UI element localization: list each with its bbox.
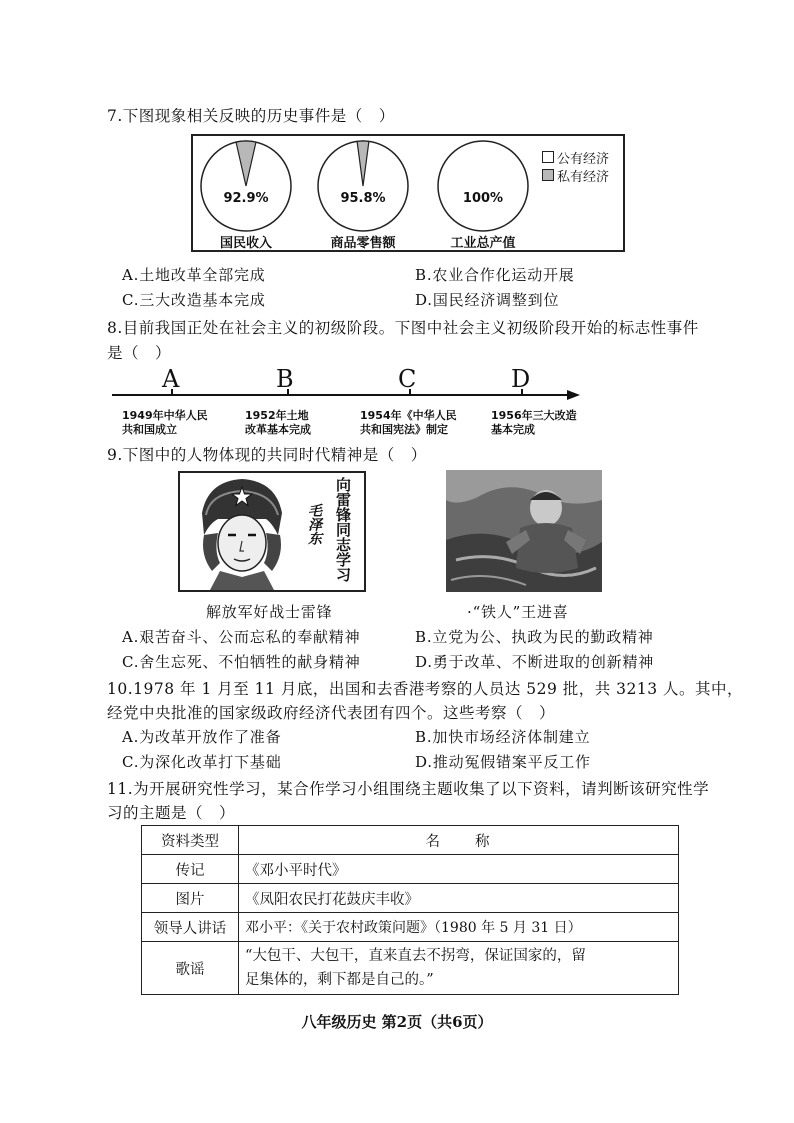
legend-item-public xyxy=(542,148,622,166)
legend-swatch-public xyxy=(542,151,554,163)
q9-option-b[interactable]: B.立党为公、执政为民的勤政精神 xyxy=(415,628,654,646)
q7-option-d[interactable]: D.国民经济调整到位 xyxy=(415,291,560,309)
table-cell-name xyxy=(239,942,679,995)
table-cell-name: 《邓小平时代》 xyxy=(239,855,679,884)
table-header-row xyxy=(142,826,679,855)
q7-option-c[interactable]: C.三大改造基本完成 xyxy=(122,291,266,309)
pie-label-3: 100% xyxy=(462,191,504,206)
timeline-event-c-line1: 1954年《中华人民 xyxy=(360,409,457,422)
pie-slice-public-3 xyxy=(438,141,528,231)
table-cell-type: 传记 xyxy=(142,855,239,884)
timeline-event-b xyxy=(245,409,311,437)
timeline-event-a-line2: 共和国成立 xyxy=(122,423,177,436)
calligraphy-inscription: 向雷锋同志学习 xyxy=(334,477,352,582)
q10-option-d[interactable]: D.推动冤假错案平反工作 xyxy=(415,753,591,771)
q8-stem-line2: 是（ ） xyxy=(107,344,172,362)
table-cell-type: 领导人讲话 xyxy=(142,913,239,942)
q9-option-d[interactable]: D.勇于改革、不断进取的创新精神 xyxy=(415,653,655,671)
q9-option-c[interactable]: C.舍生忘死、不怕牺牲的献身精神 xyxy=(122,653,361,671)
wang-jinxi-photo-drawing xyxy=(446,470,602,592)
timeline-event-d-line1: 1956年三大改造 xyxy=(491,409,577,422)
table-row xyxy=(142,942,679,995)
pie-category-3: 工业总产值 xyxy=(450,236,516,251)
table-cell-type: 歌谣 xyxy=(142,942,239,995)
table-row xyxy=(142,855,679,884)
pie-label-1: 92.9% xyxy=(223,191,269,206)
table-header-type: 资料类型 xyxy=(142,826,239,855)
timeline-letter-d: D xyxy=(511,365,531,393)
q10-stem-line2: 经党中央批准的国家级政府经济代表团有四个。这些考察（ ） xyxy=(107,704,556,722)
timeline-letter-a: A xyxy=(162,365,180,393)
pie-legend xyxy=(542,148,622,184)
table-cell-name-line1: “大包干、大包干，直来直去不拐弯，保证国家的，留 xyxy=(245,948,586,964)
q10-stem-line1: 10.1978 年 1 月至 11 月底，出国和去香港考察的人员达 529 批，共 3213 人。其中， xyxy=(107,680,744,698)
page-footer: 八年级历史 第2页（共6页） xyxy=(301,1013,493,1031)
q7-option-b[interactable]: B.农业合作化运动开展 xyxy=(415,266,575,284)
wang-jinxi-photo-image xyxy=(446,470,602,592)
timeline-letter-c: C xyxy=(398,365,417,393)
table-row xyxy=(142,884,679,913)
q7-option-a[interactable]: A.土地改革全部完成 xyxy=(122,266,266,284)
pie-label-2: 95.8% xyxy=(340,191,386,206)
pie-category-2: 商品零售额 xyxy=(330,236,396,251)
calligraphy-signature: 毛泽东 xyxy=(306,503,322,545)
q9-caption-lei-feng: 解放军好战士雷锋 xyxy=(206,603,333,621)
table-cell-name: 《凤阳农民打花鼓庆丰收》 xyxy=(239,884,679,913)
timeline-event-d xyxy=(491,409,577,437)
q7-pie-chart xyxy=(191,134,625,252)
q10-option-a[interactable]: A.为改革开放作了准备 xyxy=(122,728,282,746)
q11-stem-line1: 11.为开展研究性学习，某合作学习小组围绕主题收集了以下资料，请判断该研究性学 xyxy=(107,780,710,798)
legend-label-private: 私有经济 xyxy=(557,169,610,185)
table-cell-type: 图片 xyxy=(142,884,239,913)
table-cell-name: 邓小平：《关于农村政策问题》（1980 年 5 月 31 日） xyxy=(239,913,679,942)
q10-option-c[interactable]: C.为深化改革打下基础 xyxy=(122,753,282,771)
q9-caption-wang-jinxi: ·“铁人”王进喜 xyxy=(467,603,569,621)
q11-resource-table xyxy=(141,825,679,995)
timeline-event-a-line1: 1949年中华人民 xyxy=(122,409,208,422)
table-header-name: 名 称 xyxy=(239,826,679,855)
timeline-event-c-line2: 共和国宪法》制定 xyxy=(360,423,448,436)
timeline-event-c xyxy=(360,409,457,437)
timeline-event-b-line1: 1952年土地 xyxy=(245,409,309,422)
q8-stem-line1: 8.目前我国正处在社会主义的初级阶段。下图中社会主义初级阶段开始的标志性事件 xyxy=(107,319,699,337)
timeline-event-d-line2: 基本完成 xyxy=(491,423,535,436)
q11-stem-line2: 习的主题是（ ） xyxy=(107,804,236,822)
table-row xyxy=(142,913,679,942)
legend-swatch-private xyxy=(542,169,554,181)
q7-stem: 7.下图现象相关反映的历史事件是（ ） xyxy=(107,107,395,125)
table-cell-name-line2: 足集体的，剩下都是自己的。” xyxy=(245,972,434,988)
q9-stem: 9.下图中的人物体现的共同时代精神是（ ） xyxy=(107,446,427,464)
legend-item-private xyxy=(542,166,622,184)
timeline-letter-b: B xyxy=(276,365,294,393)
q9-option-a[interactable]: A.艰苦奋斗、公而忘私的奉献精神 xyxy=(122,628,361,646)
q10-option-b[interactable]: B.加快市场经济体制建立 xyxy=(415,728,591,746)
lei-feng-portrait-image xyxy=(178,471,366,592)
timeline-event-b-line2: 改革基本完成 xyxy=(245,423,311,436)
legend-label-public: 公有经济 xyxy=(557,151,610,167)
pie-category-1: 国民收入 xyxy=(219,236,273,251)
timeline-event-a xyxy=(122,409,208,437)
